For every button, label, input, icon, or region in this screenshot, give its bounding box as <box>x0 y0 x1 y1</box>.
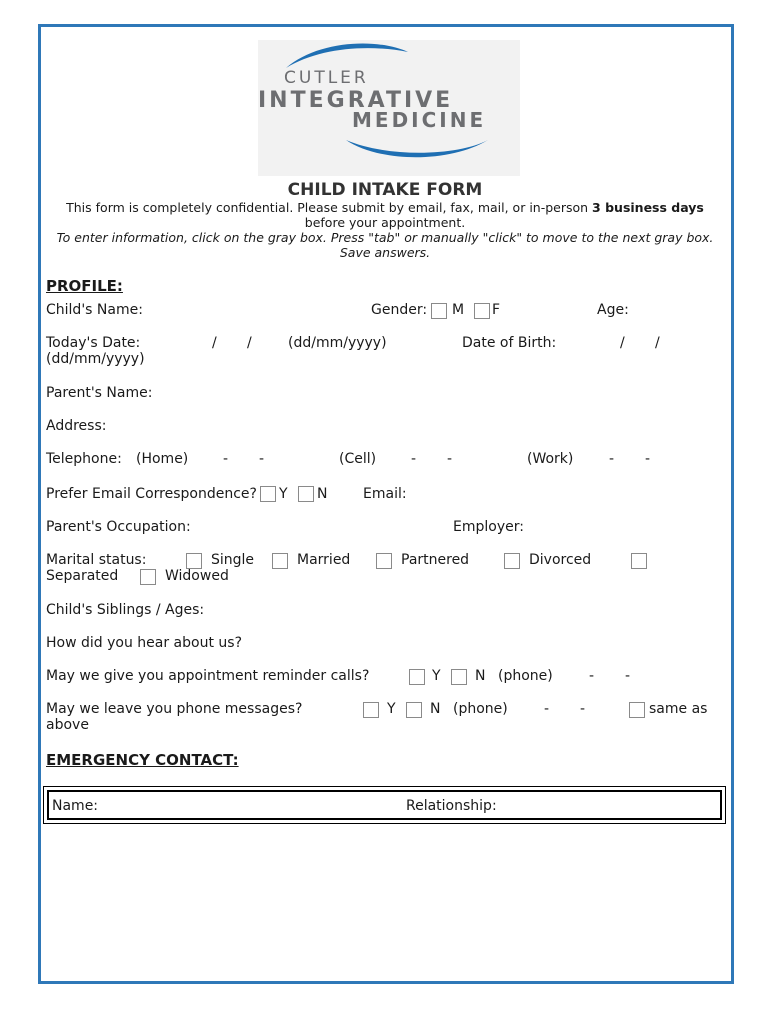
messages-yes-checkbox[interactable] <box>363 702 379 718</box>
home-phone-label: (Home) <box>136 451 189 467</box>
age-label: Age: <box>597 302 629 318</box>
logo-line-integrative: INTEGRATIVE <box>258 88 454 113</box>
emergency-name-label: Name: <box>52 798 99 814</box>
logo-line-cutler: CUTLER <box>284 68 369 88</box>
reminder-no-label: N <box>475 668 486 684</box>
intro-text-after: before your appointment. <box>304 215 466 230</box>
reminder-calls-label: May we give you appointment reminder calls? <box>46 668 370 684</box>
marital-widowed-label: Widowed <box>165 568 229 584</box>
address-label: Address: <box>46 418 107 434</box>
reminder-yes-checkbox[interactable] <box>409 669 425 685</box>
phone-dash: - <box>411 451 417 467</box>
logo-line-medicine: MEDICINE <box>352 108 487 132</box>
gender-f-checkbox[interactable] <box>474 303 490 319</box>
gender-m-label: M <box>452 302 465 318</box>
gender-f-label: F <box>492 302 501 318</box>
prefer-email-label: Prefer Email Correspondence? <box>46 486 257 502</box>
gender-label: Gender: <box>371 302 428 318</box>
marital-divorced-label: Divorced <box>529 552 592 568</box>
leave-messages-label: May we leave you phone messages? <box>46 701 303 717</box>
same-as-above-checkbox[interactable] <box>629 702 645 718</box>
phone-dash: - <box>580 701 586 717</box>
intro-bold: 3 business days <box>592 200 704 215</box>
phone-dash: - <box>609 451 615 467</box>
marital-married-checkbox[interactable] <box>272 553 288 569</box>
childs-name-label: Child's Name: <box>46 302 143 318</box>
marital-married-label: Married <box>297 552 351 568</box>
marital-single-label: Single <box>211 552 255 568</box>
gender-m-checkbox[interactable] <box>431 303 447 319</box>
date-slash: / <box>212 335 217 351</box>
parents-name-label: Parent's Name: <box>46 385 153 401</box>
telephone-label: Telephone: <box>46 451 122 467</box>
reminder-yes-label: Y <box>432 668 441 684</box>
phone-dash: - <box>625 668 631 684</box>
marital-partnered-label: Partnered <box>401 552 470 568</box>
reminder-phone-label: (phone) <box>498 668 553 684</box>
intro-text-part: This form is completely confidential. Please submit by email, fax, mail, or in-person <box>66 200 593 215</box>
intro-text <box>50 200 720 230</box>
emergency-relationship-label: Relationship: <box>406 798 497 814</box>
date-of-birth-label: Date of Birth: <box>462 335 557 351</box>
messages-no-checkbox[interactable] <box>406 702 422 718</box>
marital-partnered-checkbox[interactable] <box>376 553 392 569</box>
date-format-hint: (dd/mm/yyyy) <box>288 335 387 351</box>
phone-dash: - <box>259 451 265 467</box>
siblings-label: Child's Siblings / Ages: <box>46 602 205 618</box>
intro-instructions: To enter information, click on the gray box. Press "tab" or manually "click" to move to the next gray box. Save answers. <box>56 230 714 260</box>
profile-heading: PROFILE: <box>46 277 123 295</box>
dob-slash: / <box>655 335 660 351</box>
phone-dash: - <box>223 451 229 467</box>
parents-occupation-label: Parent's Occupation: <box>46 519 191 535</box>
dob-slash: / <box>620 335 625 351</box>
todays-date-label: Today's Date: <box>46 335 141 351</box>
dob-format-hint: (dd/mm/yyyy) <box>46 351 145 367</box>
work-phone-label: (Work) <box>527 451 574 467</box>
phone-dash: - <box>544 701 550 717</box>
phone-dash: - <box>447 451 453 467</box>
marital-separated-checkbox[interactable] <box>631 553 647 569</box>
marital-divorced-checkbox[interactable] <box>504 553 520 569</box>
marital-single-checkbox[interactable] <box>186 553 202 569</box>
prefer-email-no-label: N <box>317 486 328 502</box>
prefer-email-yes-checkbox[interactable] <box>260 486 276 502</box>
messages-yes-label: Y <box>387 701 396 717</box>
marital-status-label: Marital status: <box>46 552 147 568</box>
cell-phone-label: (Cell) <box>339 451 377 467</box>
marital-widowed-checkbox[interactable] <box>140 569 156 585</box>
employer-label: Employer: <box>453 519 524 535</box>
date-slash: / <box>247 335 252 351</box>
email-label: Email: <box>363 486 407 502</box>
reminder-no-checkbox[interactable] <box>451 669 467 685</box>
emergency-contact-inner-box <box>47 790 722 820</box>
emergency-heading: EMERGENCY CONTACT: <box>46 751 239 769</box>
above-label: above <box>46 717 89 733</box>
form-title: CHILD INTAKE FORM <box>287 180 483 200</box>
phone-dash: - <box>645 451 651 467</box>
phone-dash: - <box>589 668 595 684</box>
company-logo <box>258 40 520 176</box>
emergency-contact-box <box>43 786 726 824</box>
messages-phone-label: (phone) <box>453 701 508 717</box>
prefer-email-yes-label: Y <box>279 486 288 502</box>
same-as-label: same as <box>649 701 708 717</box>
marital-separated-label: Separated <box>46 568 119 584</box>
prefer-email-no-checkbox[interactable] <box>298 486 314 502</box>
hear-about-label: How did you hear about us? <box>46 635 242 651</box>
messages-no-label: N <box>430 701 441 717</box>
